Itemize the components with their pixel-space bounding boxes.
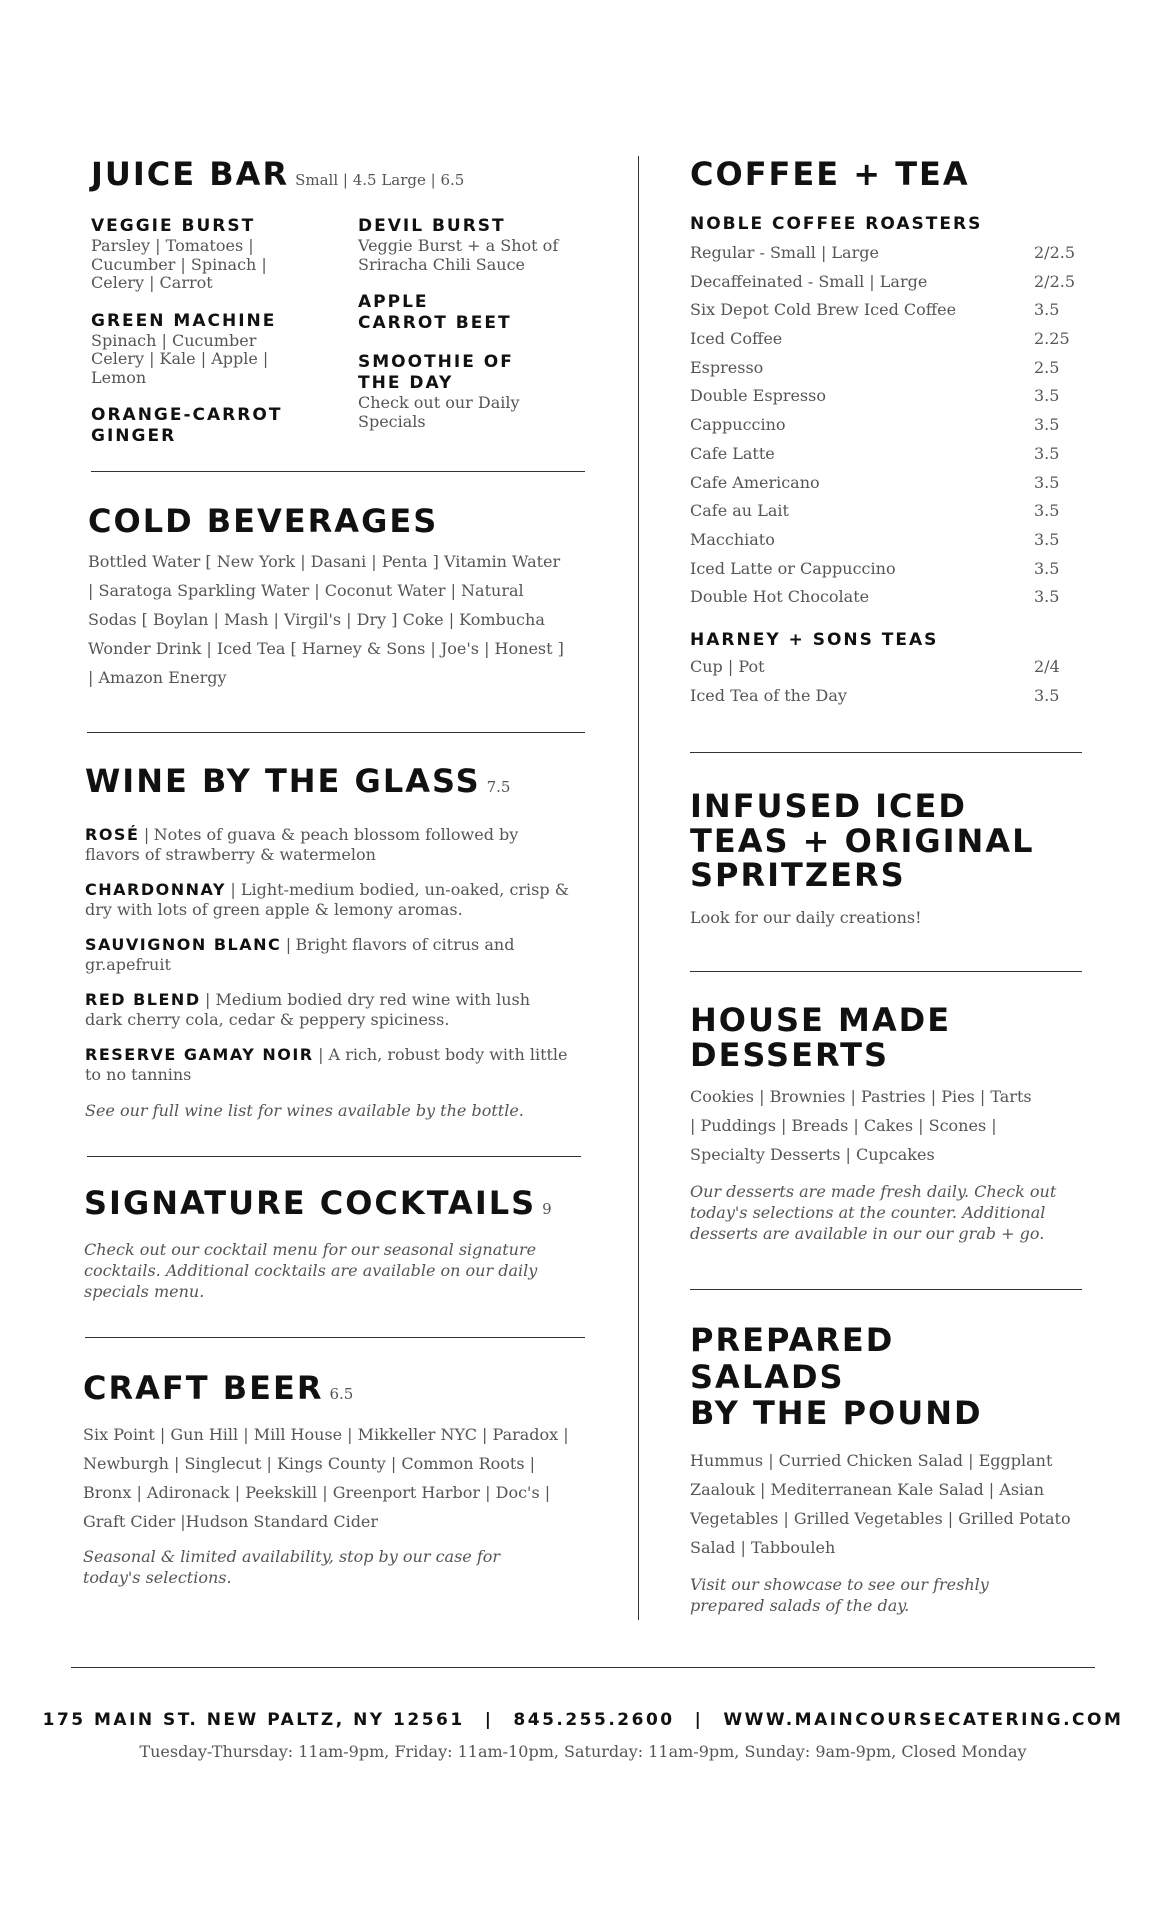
coffee-tea-section bbox=[690, 156, 1082, 710]
menu-row: Cafe Latte 3.5 bbox=[690, 443, 1060, 463]
cocktails-section bbox=[84, 1185, 574, 1302]
cocktails-price: 9 bbox=[542, 1200, 552, 1218]
menu-row: Macchiato 3.5 bbox=[690, 529, 1060, 549]
juice-bar-right-list bbox=[358, 216, 568, 449]
coffee-list bbox=[690, 239, 1082, 612]
infused-text: Look for our daily creations! bbox=[690, 907, 922, 927]
divider bbox=[690, 1289, 1082, 1290]
tea-heading: HARNEY + SONS TEAS bbox=[690, 629, 939, 650]
salads-title: PREPARED SALADS BY THE POUND bbox=[690, 1321, 983, 1432]
divider bbox=[690, 752, 1082, 753]
cocktails-title: SIGNATURE COCKTAILS 9 bbox=[84, 1184, 552, 1222]
juice-bar-price: Small | 4.5 Large | 6.5 bbox=[295, 171, 465, 189]
footer-website[interactable]: WWW.MAINCOURSECATERING.COM bbox=[723, 1710, 1124, 1730]
cocktails-note: Check out our cocktail menu for our seasonal signature cocktails. Additional cocktails are available on our daily specials menu. bbox=[84, 1240, 538, 1301]
menu-row: Espresso 2.5 bbox=[690, 357, 1060, 377]
wine-item: CHARDONNAY | Light-medium bodied, un-oaked, crisp & dry with lots of green apple & lemony aromas. bbox=[85, 880, 569, 919]
divider bbox=[690, 971, 1082, 972]
wine-desc: Medium bodied dry red wine with lush dark cherry cola, cedar & peppery spiciness. bbox=[85, 990, 531, 1029]
wine-title: WINE BY THE GLASS 7.5 bbox=[85, 762, 511, 800]
craft-beer-section bbox=[83, 1370, 585, 1588]
infused-section bbox=[690, 789, 1082, 927]
menu-row: Iced Coffee 2.25 bbox=[690, 329, 1070, 349]
menu-row: Cafe au Lait 3.5 bbox=[690, 501, 1060, 521]
juice-item bbox=[358, 292, 518, 334]
menu-row: Iced Latte or Cappuccino 3.5 bbox=[690, 558, 1060, 578]
divider bbox=[87, 732, 585, 733]
coffee-roaster-heading: NOBLE COFFEE ROASTERS bbox=[690, 214, 983, 234]
menu-row: Decaffeinated - Small | Large 2/2.5 bbox=[690, 271, 1076, 291]
wine-desc: Bright flavors of citrus and gr.apefruit bbox=[85, 935, 515, 974]
wine-desc: A rich, robust body with little to no tannins bbox=[85, 1045, 568, 1084]
juice-item-desc: Check out our Daily Specials bbox=[358, 393, 520, 431]
footer-address: 175 MAIN ST. NEW PALTZ, NY 12561 bbox=[42, 1710, 465, 1730]
juice-item bbox=[91, 216, 291, 293]
craft-beer-note: Seasonal & limited availability, stop by our case for today's selections. bbox=[83, 1547, 501, 1587]
menu-row: Cafe Americano 3.5 bbox=[690, 472, 1060, 492]
divider bbox=[87, 1156, 581, 1157]
wine-item: RESERVE GAMAY NOIR | A rich, robust body with little to no tannins bbox=[85, 1045, 568, 1084]
salads-text: Hummus | Curried Chicken Salad | Eggplant Zaalouk | Mediterranean Kale Salad | Asian Vegetables | Grilled Vegetables | Grilled Potato Salad | Tabbouleh bbox=[690, 1450, 1071, 1557]
infused-title: INFUSED ICED TEAS + ORIGINAL SPRITZERS bbox=[690, 787, 1035, 894]
wine-list bbox=[85, 825, 570, 1085]
wine-desc: Light-medium bodied, un-oaked, crisp & dry with lots of green apple & lemony aromas. bbox=[85, 880, 569, 919]
craft-beer-title: CRAFT BEER 6.5 bbox=[83, 1369, 354, 1407]
divider bbox=[85, 1337, 585, 1338]
wine-name: RESERVE GAMAY NOIR bbox=[85, 1045, 314, 1064]
footer-separator: | bbox=[694, 1710, 704, 1730]
menu-row: Iced Tea of the Day 3.5 bbox=[690, 685, 1060, 705]
cold-beverages-title: COLD BEVERAGES bbox=[88, 502, 439, 540]
column-divider bbox=[638, 156, 639, 1620]
juice-item bbox=[91, 405, 291, 447]
desserts-section bbox=[690, 1003, 1082, 1244]
wine-note: See our full wine list for wines available by the bottle. bbox=[85, 1101, 524, 1120]
footer-hours: Tuesday-Thursday: 11am-9pm, Friday: 11am-10pm, Saturday: 11am-9pm, Sunday: 9am-9pm, Closed Monday bbox=[139, 1742, 1027, 1761]
desserts-note: Our desserts are made fresh daily. Check out today's selections at the counter. Additional desserts are available in our our grab + go. bbox=[690, 1182, 1057, 1243]
tea-list bbox=[690, 653, 1082, 710]
juice-item bbox=[358, 352, 528, 431]
juice-item-desc: Veggie Burst + a Shot of Sriracha Chili Sauce bbox=[358, 236, 559, 274]
menu-row: Six Depot Cold Brew Iced Coffee 3.5 bbox=[690, 300, 1060, 320]
wine-item: SAUVIGNON BLANC | Bright flavors of citrus and gr.apefruit bbox=[85, 935, 515, 974]
cold-beverages-section bbox=[88, 503, 568, 692]
desserts-text: Cookies | Brownies | Pastries | Pies | Tarts | Puddings | Breads | Cakes | Scones | Specialty Desserts | Cupcakes bbox=[690, 1087, 1032, 1164]
wine-item: ROSÉ | Notes of guava & peach blossom followed by flavors of strawberry & watermelon bbox=[85, 825, 519, 864]
wine-item: RED BLEND | Medium bodied dry red wine with lush dark cherry cola, cedar & peppery spiciness. bbox=[85, 990, 531, 1029]
juice-item-name: ORANGE-CARROT GINGER bbox=[91, 405, 283, 446]
wine-desc: Notes of guava & peach blossom followed by flavors of strawberry & watermelon bbox=[85, 825, 519, 864]
juice-item-name: VEGGIE BURST bbox=[91, 216, 256, 236]
wine-section bbox=[85, 763, 570, 1121]
juice-item-name: GREEN MACHINE bbox=[91, 310, 277, 331]
wine-name: CHARDONNAY bbox=[85, 880, 226, 899]
salads-note: Visit our showcase to see our freshly prepared salads of the day. bbox=[690, 1574, 989, 1615]
juice-item bbox=[358, 216, 568, 274]
wine-name: SAUVIGNON BLANC bbox=[85, 935, 282, 954]
footer-separator: | bbox=[484, 1710, 494, 1730]
juice-bar-section bbox=[91, 156, 591, 198]
wine-name: ROSÉ bbox=[85, 825, 140, 844]
cold-beverages-text: Bottled Water [ New York | Dasani | Penta ] Vitamin Water | Saratoga Sparkling Water | Coconut Water | Natural Sodas [ Boylan | Mash | Virgil's | Dry ] Coke | Kombucha Wonder Drink | Iced Tea [ Harney & Sons | Joe's | Honest ] | Amazon Energy bbox=[88, 552, 564, 687]
wine-name: RED BLEND bbox=[85, 990, 201, 1009]
desserts-title: HOUSE MADE DESSERTS bbox=[690, 1001, 952, 1074]
juice-bar-left-list bbox=[91, 216, 291, 465]
divider bbox=[91, 471, 585, 472]
menu-row: Cappuccino 3.5 bbox=[690, 415, 1060, 435]
footer-contact bbox=[0, 1710, 1166, 1730]
footer-phone[interactable]: 845.255.2600 bbox=[513, 1710, 675, 1730]
juice-item-name: DEVIL BURST bbox=[358, 216, 506, 236]
craft-beer-text: Six Point | Gun Hill | Mill House | Mikkeller NYC | Paradox | Newburgh | Singlecut | Kings County | Common Roots | Bronx | Adironack | Peekskill | Greenport Harbor | Doc's | Graft Cider |Hudson Standard Cider bbox=[83, 1425, 569, 1531]
menu-row: Double Espresso 3.5 bbox=[690, 386, 1060, 406]
juice-item bbox=[91, 311, 291, 388]
coffee-tea-title: COFFEE + TEA bbox=[690, 155, 970, 193]
juice-item-desc: Parsley | Tomatoes | Cucumber | Spinach | Celery | Carrot bbox=[91, 236, 267, 292]
juice-item-name: APPLE CARROT BEET bbox=[358, 292, 512, 333]
menu-row: Cup | Pot 2/4 bbox=[690, 656, 1060, 676]
juice-bar-title: JUICE BAR Small | 4.5 Large | 6.5 bbox=[91, 155, 465, 193]
craft-beer-price: 6.5 bbox=[329, 1385, 354, 1403]
wine-price: 7.5 bbox=[486, 778, 511, 796]
menu-row: Double Hot Chocolate 3.5 bbox=[690, 587, 1060, 607]
menu-row: Regular - Small | Large 2/2.5 bbox=[690, 243, 1076, 262]
juice-item-desc: Spinach | Cucumber Celery | Kale | Apple | Lemon bbox=[91, 330, 269, 387]
juice-item-name: SMOOTHIE OF THE DAY bbox=[358, 352, 514, 393]
footer-divider bbox=[71, 1667, 1095, 1668]
salads-section bbox=[690, 1322, 1090, 1616]
